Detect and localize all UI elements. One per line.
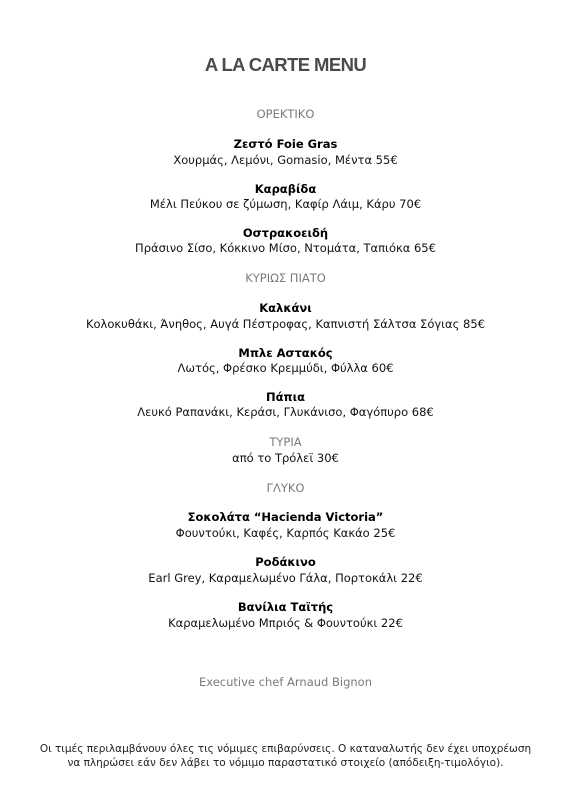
dish-description: Λευκό Ραπανάκι, Κεράσι, Γλυκάνισο, Φαγόπυρο 68€ (137, 405, 434, 419)
dish-name: Καραβίδα (254, 182, 317, 196)
chef-credit: Executive chef Arnaud Bignon (198, 675, 372, 689)
dish-name: Πάπια (265, 390, 305, 404)
dish-name: Βανίλια Ταϊτής (237, 600, 334, 614)
dish-description: Χουρμάς, Λεμόνι, Gomasio, Μέντα 55€ (173, 153, 398, 167)
section-heading-cheese: ΤΥΡΙΑ (269, 435, 302, 449)
page-title: A LA CARTE MENU (204, 54, 367, 75)
dish-name: Μπλε Αστακός (238, 346, 333, 360)
dish-description: από το Τρόλεϊ 30€ (232, 451, 339, 465)
price-disclaimer-line-2: να πληρώσει εάν δεν λάβει το νόμιμο παραστατικό στοιχείο (απόδειξη-τιμολόγιο). (67, 757, 504, 769)
dish-description: Φουντούκι, Καφές, Καρπός Κακάο 25€ (175, 526, 396, 540)
dish-description: Earl Grey, Καραμελωμένο Γάλα, Πορτοκάλι 22€ (148, 571, 423, 585)
dish-name: Οστρακοειδή (242, 226, 329, 240)
dish-name: Ροδάκινο (255, 555, 316, 569)
dish-name: Σοκολάτα “Hacienda Victoria” (187, 510, 384, 524)
dish-description: Μέλι Πεύκου σε ζύμωση, Καφίρ Λάιμ, Κάρυ 70€ (149, 197, 422, 211)
section-heading-main-course: ΚΥΡΙΩΣ ΠΙΑΤΟ (245, 271, 326, 285)
section-heading-dessert: ΓΛΥΚΟ (266, 481, 305, 495)
dish-name: Ζεστό Foie Gras (233, 137, 338, 151)
dish-description: Λωτός, Φρέσκο Κρεμμύδι, Φύλλα 60€ (177, 361, 394, 375)
price-disclaimer-line-1: Οι τιμές περιλαμβάνουν όλες τις νόμιμες επιβαρύνσεις. Ο καταναλωτής δεν έχει υποχρέωση (39, 743, 532, 755)
dish-description: Πράσινο Σίσο, Κόκκινο Μίσο, Ντομάτα, Ταπιόκα 65€ (135, 241, 436, 255)
dish-description: Καραμελωμένο Μπριός & Φουντούκι 22€ (168, 616, 403, 630)
dish-description: Κολοκυθάκι, Άνηθος, Αυγά Πέστροφας, Καπνιστή Σάλτσα Σόγιας 85€ (85, 317, 485, 331)
dish-name: Καλκάνι (259, 301, 312, 315)
section-heading-appetizer: ΟΡΕΚΤΙΚΟ (256, 107, 315, 121)
